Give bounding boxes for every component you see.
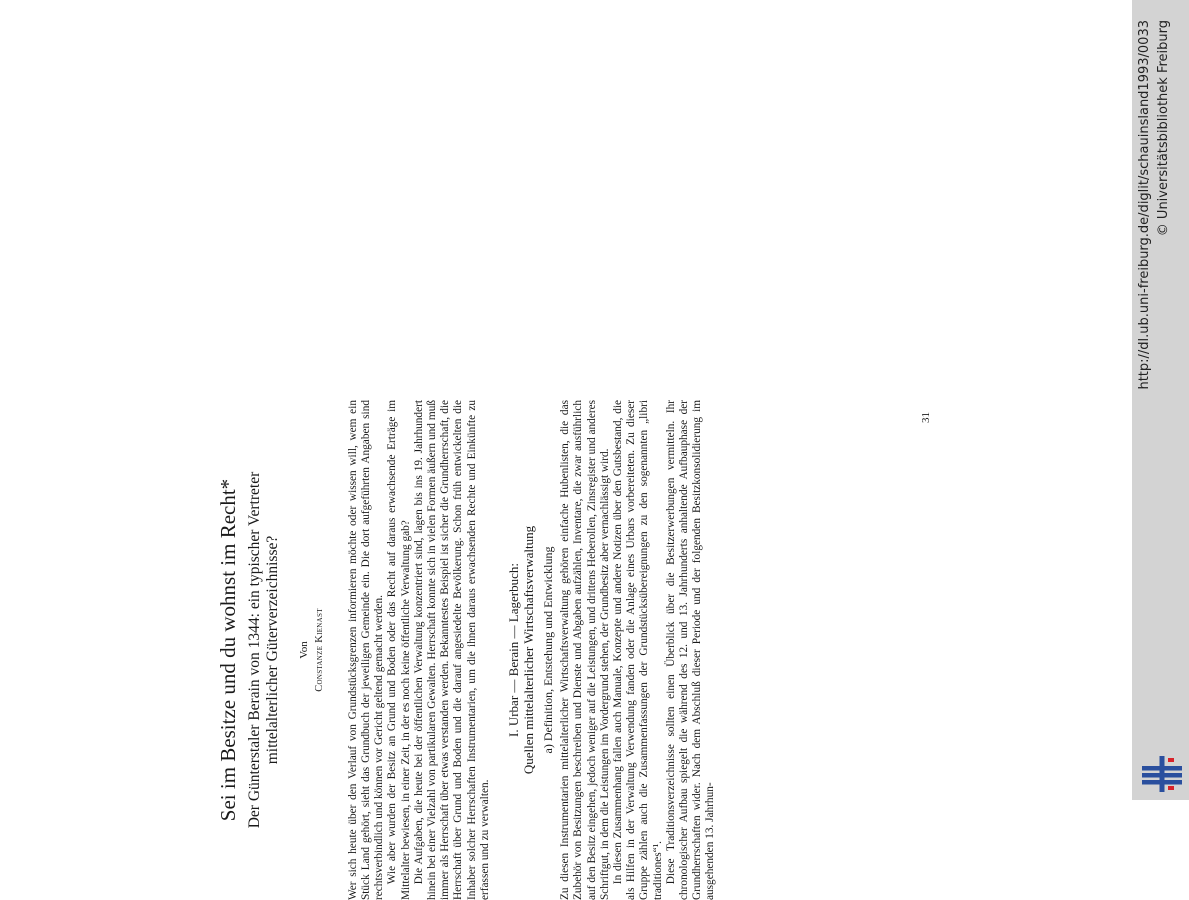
ub-freiburg-logo-icon — [1142, 756, 1182, 792]
paragraph: In diesen Zusammenhang fallen auch Manuale, Konzepte und andere Notizen über den Gutsbestand, die als Hilfen in der Verwaltung Verwendung fanden oder die Anlage eines Urbars vorbereiteten. Zu dieser Gruppe zählen auch die Zusammenfassungen der Grundstücksübereignungen zu den sogenannten „libri traditiones“¹. — [612, 400, 664, 900]
byline-von: Von — [297, 641, 310, 659]
paragraph: Die Aufgaben, die heute bei der öffentlichen Verwaltung konzentriert sind, lagen bis ins 19. Jahrhundert hinein bei einer Vielzahl von partikularen Gewalten. Herrschaft konnte sich in vielen Formen äußern und muß immer als Herrschaft über etwas verstanden werden. Bekanntestes Beispiel ist sicher die Grundherrschaft, die Herrschaft über Grund und Boden und die darauf angesiedelte Bevölkerung. Schon früh entwickelten die Inhaber solcher Herrschaften Instrumentarien, um die ihnen daraus erwachsenden Rechte und Einkünfte zu erfassen und zu verwalten. — [412, 400, 491, 900]
source-url-link[interactable]: http://dl.ub.uni-freiburg.de/diglit/schauinsland1993/0033 — [1137, 20, 1152, 390]
body-text — [347, 400, 718, 900]
section-heading-line-2: Quellen mittelalterlicher Wirtschaftsverwaltung — [521, 525, 536, 775]
paragraph: Zu diesen Instrumentarien mittelalterlicher Wirtschaftsverwaltung gehören einfache Hubenlisten, die das Zubehör von Besitzungen beschreiben und Dienste und Abgaben aufzählen, Inventare, die zwar ausführlich auf den Besitz eingehen, jedoch weniger auf die Leistungen, und drittens Heberollen, Zinsregister und anderes Schriftgut, in dem die Leistungen im Vordergrund stehen, der Grundbesitz aber vernachlässigt wird. — [559, 400, 611, 900]
subsection-heading: a) Definition, Entstehung und Entwicklung — [541, 546, 555, 754]
paragraph: Wie aber wurden der Besitz an Grund und Boden oder das Recht auf daraus erwachsende Erträge im Mittelalter bewiesen, in einer Zeit, in der es noch keine öffentliche Verwaltung gab? — [386, 400, 412, 900]
copyright-notice: © Universitätsbibliothek Freiburg — [1156, 20, 1171, 237]
page-title: Sei im Besitze und du wohnst im Recht* — [216, 478, 240, 822]
page-number: 31 — [920, 412, 932, 423]
author-name: Constanze Kienast — [313, 608, 325, 692]
subtitle-line-1: Der Günterstaler Berain von 1344: ein typischer Vertreter — [246, 471, 264, 829]
paragraph: Wer sich heute über den Verlauf von Grundstücksgrenzen informieren möchte oder wissen will, wem ein Stück Land gehört, sieht das Grundbuch der jeweiligen Gemeinde ein. Die dort aufgeführten Angaben sind rechtsverbindlich und können vor Gericht geltend gemacht werden. — [346, 400, 386, 900]
sidebar-text — [1132, 0, 1189, 760]
sidebar — [1132, 0, 1189, 800]
section-heading-line-1: I. Urbar — Berain — Lagerbuch: — [506, 563, 521, 737]
subtitle-line-2: mittelalterlicher Güterverzeichnisse? — [263, 535, 281, 765]
scanned-page — [190, 400, 930, 900]
paragraph: Diese Traditionsverzeichnisse sollten einen Überblick über die Besitzerwerbungen vermitteln. Ihr chronologischer Aufbau spiegelt die während des 12. und 13. Jahrhunderts anhaltende Aufbauphase der Grundherrschaften wider. Nach dem Abschluß dieser Periode und der folgenden Besitzkonsolidierung im ausgehenden 13. Jahrhun- — [664, 400, 717, 900]
